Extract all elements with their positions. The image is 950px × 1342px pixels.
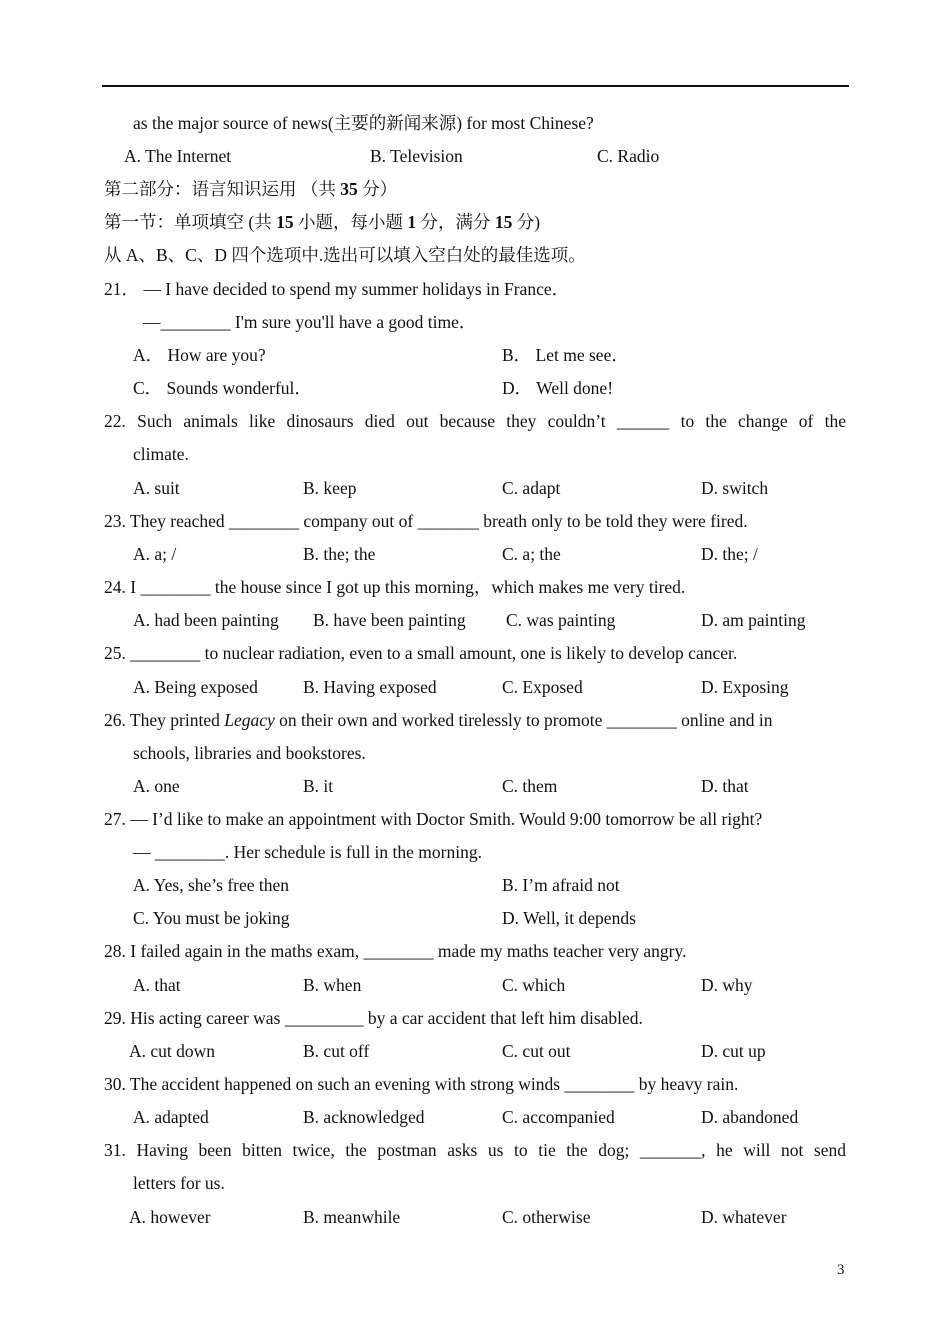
question-28-option-a: A. that [133,975,181,995]
question-21-option-b: B． Let me see． [502,345,629,365]
question-21-option-c: C． Sounds wonderful． [133,378,312,398]
question-26-option-b: B. it [303,776,334,796]
question-23-option-a: A. a; / [133,544,177,564]
question-31-option-b: B. meanwhile [303,1207,401,1227]
subsection-heading: 第一节：单项填空 (共 15 小题，每小题 1 分，满分 15 分) [104,212,541,232]
question-26-stem: 26. They printed Legacy on their own and worked tirelessly to promote ________ online and in [104,710,773,730]
question-25-option-c: C. Exposed [502,677,583,697]
prev-option-a: A. The Internet [124,146,232,166]
question-24-option-d: D. am painting [701,610,806,630]
question-30-option-a: A. adapted [133,1107,209,1127]
question-21-option-d: D． Well done! [502,378,614,398]
header-rule [102,85,849,87]
question-21-stem: 21． — I have decided to spend my summer holidays in France． [104,279,570,299]
question-27-option-b: B. I’m afraid not [502,875,620,895]
question-27-stem: 27. — I’d like to make an appointment with Doctor Smith. Would 9:00 tomorrow be all right? [104,809,763,829]
question-23-stem: 23. They reached ________ company out of _______ breath only to be told they were fired. [104,511,748,531]
question-29-option-d: D. cut up [701,1041,766,1061]
question-27-option-a: A. Yes, she’s free then [133,875,290,895]
question-21-option-a: A． How are you? [133,345,266,365]
question-30-option-c: C. accompanied [502,1107,615,1127]
question-22-option-a: A. suit [133,478,180,498]
question-30-option-d: D. abandoned [701,1107,799,1127]
question-26-continuation: schools, libraries and bookstores. [133,743,366,763]
question-25-stem: 25. ________ to nuclear radiation, even to a small amount, one is likely to develop cancer. [104,643,738,663]
part-heading: 第二部分：语言知识运用 （共 35 分） [104,179,398,199]
question-30-option-b: B. acknowledged [303,1107,425,1127]
book-title: Legacy [224,710,275,730]
question-29-stem: 29. His acting career was _________ by a car accident that left him disabled. [104,1008,643,1028]
question-25-option-a: A. Being exposed [133,677,258,697]
question-23-option-d: D. the; / [701,544,758,564]
question-31-option-c: C. otherwise [502,1207,591,1227]
question-30-stem: 30. The accident happened on such an evening with strong winds ________ by heavy rain. [104,1074,739,1094]
question-22-option-c: C. adapt [502,478,561,498]
question-31-continuation: letters for us. [133,1173,225,1193]
question-26-option-d: D. that [701,776,749,796]
question-31-option-a: A. however [129,1207,211,1227]
page-number: 3 [837,1262,845,1278]
instruction-text: 从 A、B、C、D 四个选项中.选出可以填入空白处的最佳选项。 [104,245,586,265]
question-22-continuation: climate. [133,444,189,464]
question-29-option-b: B. cut off [303,1041,370,1061]
question-22-option-b: B. keep [303,478,357,498]
question-29-option-c: C. cut out [502,1041,571,1061]
question-27-reply: — ________. Her schedule is full in the morning. [133,842,482,862]
question-31-stem: 31. Having been bitten twice, the postman asks us to tie the dog; _______, he will not send [104,1140,846,1160]
prev-option-b: B. Television [370,146,463,166]
question-25-option-b: B. Having exposed [303,677,437,697]
question-21-reply: —________ I'm sure you'll have a good time． [143,312,477,332]
prev-question-continuation: as the major source of news(主要的新闻来源) for most Chinese? [133,113,594,133]
prev-option-c: C. Radio [597,146,660,166]
question-25-option-d: D. Exposing [701,677,789,697]
question-24-option-a: A. had been painting [133,610,279,630]
question-28-option-b: B. when [303,975,362,995]
question-28-option-d: D. why [701,975,753,995]
question-28-stem: 28. I failed again in the maths exam, ________ made my maths teacher very angry. [104,941,687,961]
question-26-option-a: A. one [133,776,180,796]
question-28-option-c: C. which [502,975,566,995]
question-27-option-c: C. You must be joking [133,908,290,928]
question-22-option-d: D. switch [701,478,769,498]
question-23-option-c: C. a; the [502,544,561,564]
question-23-option-b: B. the; the [303,544,376,564]
question-29-option-a: A. cut down [129,1041,216,1061]
question-24-stem: 24. I ________ the house since I got up this morning，which makes me very tired. [104,577,686,597]
question-27-option-d: D. Well, it depends [502,908,636,928]
question-24-option-b: B. have been painting [313,610,466,630]
question-31-option-d: D. whatever [701,1207,787,1227]
question-22-stem: 22. Such animals like dinosaurs died out because they couldn’t ______ to the change of the [104,411,846,431]
question-26-option-c: C. them [502,776,558,796]
question-24-option-c: C. was painting [506,610,616,630]
